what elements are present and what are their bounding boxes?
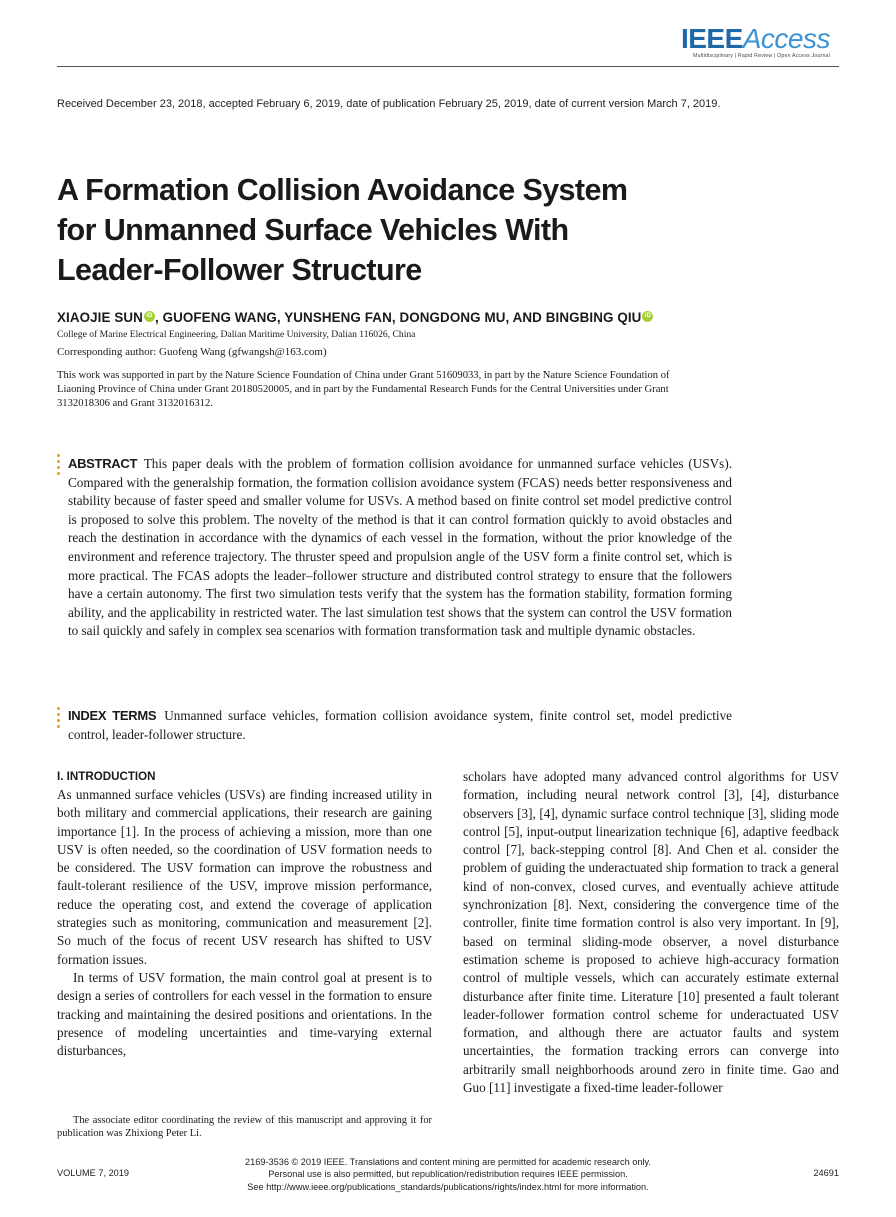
copyright-line-1: 2169-3536 © 2019 IEEE. Translations and content mining are permitted for academic research only. [245, 1157, 651, 1167]
received-dates: Received December 23, 2018, accepted February 6, 2019, date of publication February 25, 2019, date of current version March 7, 2019. [57, 98, 721, 110]
index-terms [68, 707, 732, 744]
logo-ieee-text: IEEE [680, 23, 743, 54]
volume-label: VOLUME 7, 2019 [57, 1168, 130, 1178]
copyright-line-3[interactable]: See http://www.ieee.org/publications_standards/publications/rights/index.html for more information. [247, 1181, 649, 1192]
abstract-text: This paper deals with the problem of formation collision avoidance for unmanned surface vehicles (USVs). Compared with the generalship formation, the formation collision avoidance system (FCAS) needs better responsiveness and stability because of faster speed and smaller volume for USVs. A method based on finite control set model predictive control is proposed to solve this problem. The novelty of the method is that it can control formation quickly to avoid obstacles and reach the destination in accordance with the dynamics of each vessel in the formation, without the prior knowledge of the environment and reference trajectory. The thruster speed and propulsion angle of the USV form a finite control set, which is more practical. The FCAS adopts the leader–follower structure and distributed control strategy to ensure that the followers have a certain autonomy. The first two simulation tests verify that the system has the formation stability, formation forming ability, and the applicability in restricted water. The last simulation test shows that the system can control the USV formation to sail quickly and safely in complex sea scenarios with formation transformation task and multiple dynamic obstacles. [68, 456, 733, 639]
title-line-2: for Unmanned Surface Vehicles With [57, 213, 569, 247]
abstract-marker-icon [57, 454, 61, 478]
orcid-icon[interactable]: iD [642, 311, 653, 322]
abstract [68, 455, 732, 641]
index-terms-label: INDEX TERMS [68, 708, 157, 723]
orcid-icon[interactable]: iD [144, 311, 155, 322]
funding-statement: This work was supported in part by the Nature Science Foundation of China under Grant 51609033, in part by the Nature Science Foundation of Liaoning Province of China under Grant 20180520005, and in part by the Fundamental Research Funds for the Central Universities under Grant 3132018306 and Grant 3132016312. [57, 370, 670, 409]
intro-paragraph-1: As unmanned surface vehicles (USVs) are finding increased utility in both military and commercial applications, their research are gaining importance [1]. In the process of achieving a mission, more than one USV is often needed, so the coordination of USV formation needs to be considered. The USV formation can improve the robustness and fault-tolerant resilience of the USV, improve mission performance, reduce the operating cost, and extend the coverage of application strategies such as monitoring, communication and measurement [2]. So much of the focus of recent USV research has shifted to USV formation issues. [57, 787, 432, 967]
left-column [57, 786, 432, 1060]
title-line-3: Leader-Follower Structure [57, 253, 422, 287]
editor-footnote: The associate editor coordinating the review of this manuscript and approving it for publication was Zhixiong Peter Li. [57, 1115, 432, 1140]
right-column [463, 768, 839, 1097]
page-number: 24691 [813, 1168, 839, 1178]
header-rule [57, 66, 839, 67]
intro-paragraph-3: scholars have adopted many advanced control algorithms for USV formation, including neural network control [3], [4], disturbance observers [3], [4], dynamic surface control technique [3], sliding mode control [5], input-output linearization technique [6], adaptive feedback control [7], back-stepping control [8]. And Chen et al. consider the problem of guiding the underactuated ship formation to track a general kind of non-convex, closed curves, and eventually achieve attitude synchronization [8]. Next, considering the convergence time of the controller, finite time formation control is also very important. In [9], based on terminal sliding-mode observer, a novel disturbance estimation scheme is proposed to achieve high-accuracy formation control of multiple vessels, which can accurately estimate external disturbance after finite time. Literature [10] presented a fault tolerant leader-follower formation control scheme for underactuated USV formation, and although there are actuator faults and system uncertainties, the formation tracking errors can converge into arbitrarily small neighborhoods around zero in finite time. Gao and Guo [11] investigate a fixed-time leader-follower [463, 769, 839, 1096]
corresponding-author: Corresponding author: Guofeng Wang (gfwangsh@163.com) [57, 346, 327, 358]
copyright-footer [200, 1156, 696, 1193]
logo-tagline: Multidisciplinary | Rapid Review | Open Access Journal [693, 53, 830, 59]
journal-logo [681, 24, 830, 59]
index-terms-text: Unmanned surface vehicles, formation collision avoidance system, finite control set, model predictive control, leader-follower structure. [68, 708, 733, 742]
paper-title [57, 170, 697, 290]
author-rest: , GUOFENG WANG, YUNSHENG FAN, DONGDONG MU, AND BINGBING QIU [154, 310, 642, 325]
author-list [57, 310, 653, 325]
copyright-line-2: Personal use is also permitted, but republication/redistribution requires IEEE permission. [268, 1169, 628, 1180]
author-first: XIAOJIE SUN [57, 310, 143, 325]
intro-paragraph-2: In terms of USV formation, the main control goal at present is to design a series of controllers for each vessel in the formation to ensure tracking and maintaining the desired positions and orientations. In the presence of modeling uncertainties and time-varying external disturbances, [57, 969, 432, 1059]
section-heading: I. INTRODUCTION [57, 770, 156, 783]
logo-access-text: Access [742, 23, 830, 54]
index-terms-marker-icon [57, 707, 61, 731]
abstract-label: ABSTRACT [68, 456, 138, 471]
affiliation: College of Marine Electrical Engineering, Dalian Maritime University, Dalian 116026, China [57, 329, 416, 340]
title-line-1: A Formation Collision Avoidance System [57, 173, 628, 207]
